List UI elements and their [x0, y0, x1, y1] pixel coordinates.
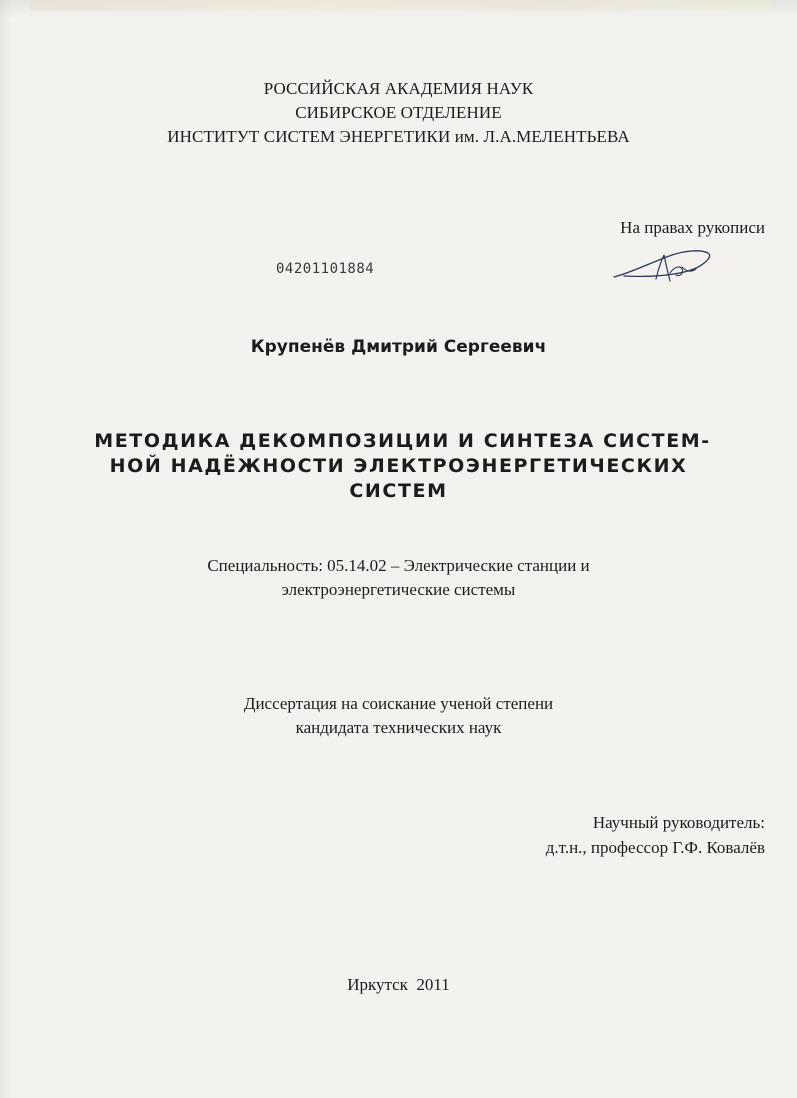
thesis-title-line-3: СИСТЕМ	[349, 480, 448, 502]
scan-edge	[30, 0, 770, 10]
branch-name: СИБИРСКОЕ ОТДЕЛЕНИЕ	[295, 103, 502, 122]
author-name: Крупенёв Дмитрий Сергеевич	[250, 337, 547, 357]
signature-image	[610, 243, 720, 291]
degree-line-2: кандидата технических наук	[295, 718, 502, 737]
degree-line-1: Диссертация на соискание ученой степени	[243, 694, 554, 713]
specialty-line-2: электроэнергетические системы	[281, 580, 516, 599]
academy-name: РОССИЙСКАЯ АКАДЕМИЯ НАУК	[263, 79, 534, 98]
institute-name: ИНСТИТУТ СИСТЕМ ЭНЕРГЕТИКИ им. Л.А.МЕЛЕНТЬЕВА	[167, 127, 630, 146]
thesis-title-line-1: МЕТОДИКА ДЕКОМПОЗИЦИИ И СИНТЕЗА СИСТЕМ-	[94, 430, 711, 452]
supervisor-label: Научный руководитель:	[592, 813, 765, 832]
place-year: Иркутск 2011	[347, 975, 450, 994]
library-stamp-number: 04201101884	[276, 261, 375, 277]
supervisor-name: д.т.н., профессор Г.Ф. Ковалёв	[545, 838, 765, 857]
thesis-title-line-2: НОЙ НАДЁЖНОСТИ ЭЛЕКТРОЭНЕРГЕТИЧЕСКИХ	[109, 455, 688, 477]
rights-note: На правах рукописи	[620, 218, 765, 237]
specialty-line-1: Специальность: 05.14.02 – Электрические станции и	[207, 556, 590, 575]
